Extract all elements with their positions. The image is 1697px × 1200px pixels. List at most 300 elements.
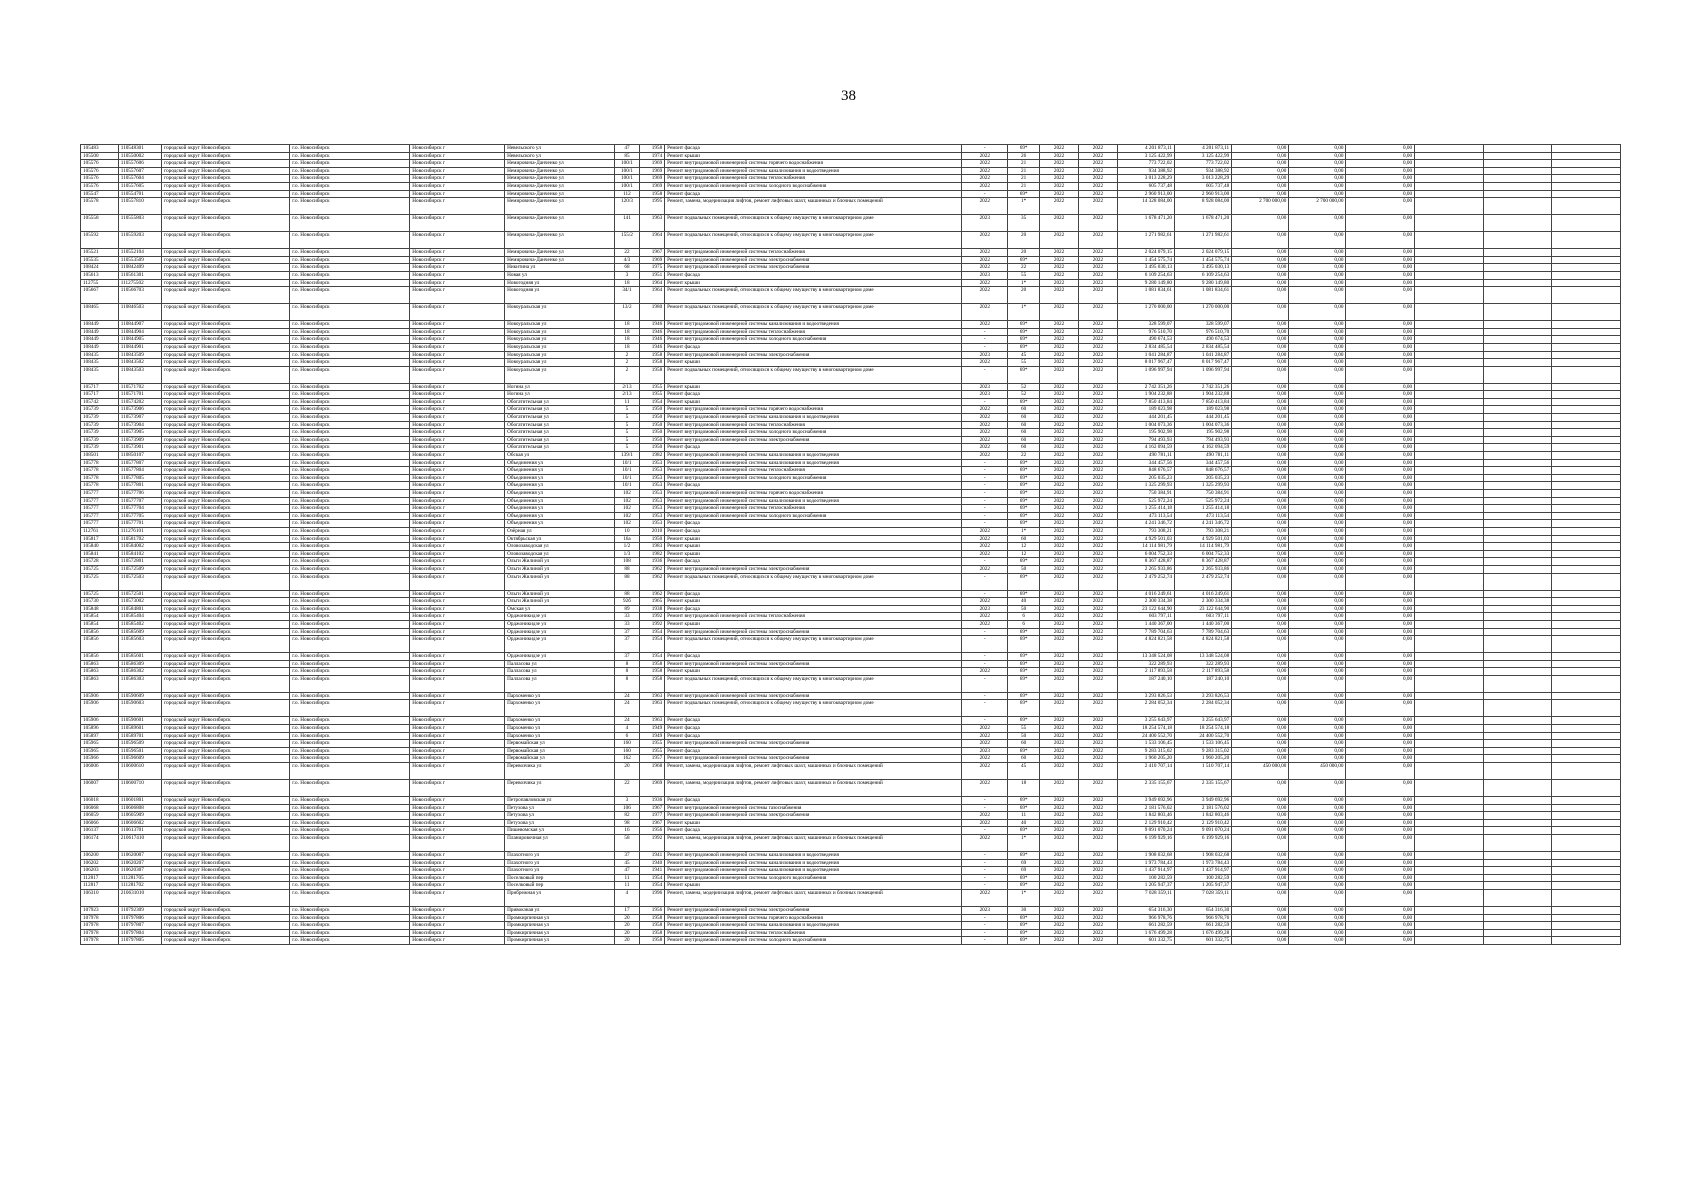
cell-year: 1954 bbox=[640, 636, 665, 653]
cell-house: 11 bbox=[614, 874, 639, 882]
cell-c3: 0,00 bbox=[1346, 351, 1415, 359]
cell-id: 105778 bbox=[81, 482, 119, 490]
cell-okrug: городской округ Новосибирск bbox=[162, 398, 290, 406]
cell-city: Новосибирск г bbox=[410, 882, 505, 890]
cell-c1: 0,00 bbox=[1232, 573, 1289, 590]
cell-year: 1950 bbox=[640, 421, 665, 429]
cell-city: Новосибирск г bbox=[410, 505, 505, 513]
cell-empty bbox=[1415, 827, 1484, 835]
cell-house: 24 bbox=[614, 717, 639, 725]
cell-city: Новосибирск г bbox=[410, 852, 505, 860]
cell-work: Ремонт фасада bbox=[665, 558, 962, 566]
cell-wear: 69* bbox=[1008, 366, 1040, 383]
cell-go: г.о. Новосибирск bbox=[290, 613, 410, 621]
cell-plan-year: - bbox=[962, 366, 1008, 383]
cell-id: 105854 bbox=[81, 613, 119, 621]
cell-year-a: 2022 bbox=[1040, 747, 1079, 755]
cell-house: 20 bbox=[614, 929, 639, 937]
cell-street: Объединения ул bbox=[505, 505, 615, 513]
cell-c1: 0,00 bbox=[1232, 383, 1289, 391]
cell-c2: 0,00 bbox=[1289, 859, 1346, 867]
cell-c3: 0,00 bbox=[1346, 565, 1415, 573]
cell-year-b: 2022 bbox=[1078, 398, 1117, 406]
table-row bbox=[81, 812, 1621, 820]
cell-c1: 0,00 bbox=[1232, 497, 1289, 505]
cell-year-a: 2022 bbox=[1040, 336, 1079, 344]
cell-empty bbox=[1415, 198, 1484, 215]
cell-house: 1/3 bbox=[614, 550, 639, 558]
cell-street: Обогатительная ул bbox=[505, 444, 615, 452]
cell-code: 110844905 bbox=[118, 336, 161, 344]
cell-empty bbox=[1415, 512, 1484, 520]
cell-year-a: 2022 bbox=[1040, 535, 1079, 543]
cell-okrug: городской округ Новосибирск bbox=[162, 175, 290, 183]
cell-go: г.о. Новосибирск bbox=[290, 859, 410, 867]
cell-work: Ремонт внутридомовой инженерной системы канализования и водоотведения bbox=[665, 414, 962, 422]
cell-street: Невельского ул bbox=[505, 152, 615, 160]
cell-code: 110792309 bbox=[118, 906, 161, 914]
cell-empty bbox=[1552, 351, 1621, 359]
cell-sum: 344 457,56 bbox=[1117, 459, 1174, 467]
cell-empty bbox=[1483, 740, 1552, 748]
table-row bbox=[81, 668, 1621, 676]
cell-c3: 0,00 bbox=[1346, 636, 1415, 653]
cell-empty bbox=[1415, 490, 1484, 498]
cell-sum2: 4 016 249,61 bbox=[1175, 590, 1232, 598]
table-row bbox=[81, 527, 1621, 535]
cell-c2: 0,00 bbox=[1289, 613, 1346, 621]
cell-street: Обская ул bbox=[505, 452, 615, 460]
cell-year: 1969 bbox=[640, 160, 665, 168]
cell-house: 88 bbox=[614, 590, 639, 598]
cell-okrug: городской округ Новосибирск bbox=[162, 636, 290, 653]
cell-wear: 60 bbox=[1008, 444, 1040, 452]
cell-sum2: 2 284 052,34 bbox=[1175, 700, 1232, 717]
cell-sum2: 7 028 359,11 bbox=[1175, 889, 1232, 906]
cell-wear: 69* bbox=[1008, 482, 1040, 490]
cell-c3: 0,00 bbox=[1346, 490, 1415, 498]
cell-okrug: городской округ Новосибирск bbox=[162, 740, 290, 748]
cell-house: 6 bbox=[614, 732, 639, 740]
cell-street: Новоуральская ул bbox=[505, 304, 615, 321]
cell-year: 1977 bbox=[640, 812, 665, 820]
cell-sum: 4 016 249,61 bbox=[1117, 590, 1174, 598]
cell-year-a: 2022 bbox=[1040, 366, 1079, 383]
cell-empty bbox=[1552, 565, 1621, 573]
cell-plan-year: 2022 bbox=[962, 249, 1008, 257]
cell-empty bbox=[1552, 182, 1621, 190]
cell-house: 8 bbox=[614, 660, 639, 668]
table-row bbox=[81, 520, 1621, 528]
cell-empty bbox=[1483, 215, 1552, 232]
cell-city: Новосибирск г bbox=[410, 351, 505, 359]
cell-year: 1955 bbox=[640, 747, 665, 755]
cell-sum: 3 013 228,29 bbox=[1117, 175, 1174, 183]
cell-id: 105906 bbox=[81, 700, 119, 717]
cell-sum2: 189 023,98 bbox=[1175, 406, 1232, 414]
cell-city: Новосибирск г bbox=[410, 232, 505, 249]
cell-empty bbox=[1483, 867, 1552, 875]
cell-id: 105778 bbox=[81, 474, 119, 482]
cell-id: 108501 bbox=[81, 452, 119, 460]
cell-year: 1938 bbox=[640, 605, 665, 613]
cell-code: 110585404 bbox=[118, 613, 161, 621]
cell-year-b: 2022 bbox=[1078, 653, 1117, 661]
cell-empty bbox=[1415, 190, 1484, 198]
cell-c2: 0,00 bbox=[1289, 145, 1346, 153]
cell-street: Плахотного ул bbox=[505, 859, 615, 867]
cell-year-a: 2022 bbox=[1040, 429, 1079, 437]
cell-year-b: 2022 bbox=[1078, 827, 1117, 835]
cell-code: 110586303 bbox=[118, 675, 161, 692]
cell-year-b: 2022 bbox=[1078, 598, 1117, 606]
cell-street: Пишевомская ул bbox=[505, 827, 615, 835]
cell-sum2: 1 437 914,97 bbox=[1175, 867, 1232, 875]
cell-id: 105897 bbox=[81, 732, 119, 740]
cell-year: 1965 bbox=[640, 598, 665, 606]
cell-id: 107978 bbox=[81, 922, 119, 930]
cell-work: Ремонт крыши bbox=[665, 620, 962, 628]
cell-city: Новосибирск г bbox=[410, 175, 505, 183]
cell-plan-year: 2022 bbox=[962, 279, 1008, 287]
cell-house: 102 bbox=[614, 490, 639, 498]
cell-city: Новосибирск г bbox=[410, 145, 505, 153]
cell-sum: 4 824 821,58 bbox=[1117, 636, 1174, 653]
cell-year-b: 2022 bbox=[1078, 336, 1117, 344]
cell-sum2: 24 400 552,70 bbox=[1175, 732, 1232, 740]
cell-year: 1954 bbox=[640, 653, 665, 661]
cell-c2: 0,00 bbox=[1289, 874, 1346, 882]
cell-street: Пархоменко ул bbox=[505, 700, 615, 717]
cell-empty bbox=[1415, 271, 1484, 279]
cell-c3: 0,00 bbox=[1346, 383, 1415, 391]
cell-go: г.о. Новосибирск bbox=[290, 215, 410, 232]
table-row bbox=[81, 613, 1621, 621]
cell-code: 110577707 bbox=[118, 497, 161, 505]
cell-go: г.о. Новосибирск bbox=[290, 543, 410, 551]
cell-sum2: 344 457,56 bbox=[1175, 459, 1232, 467]
table-row bbox=[81, 452, 1621, 460]
cell-sum: 490 674,53 bbox=[1117, 336, 1174, 344]
cell-year-b: 2022 bbox=[1078, 535, 1117, 543]
cell-sum2: 8 017 967,47 bbox=[1175, 359, 1232, 367]
cell-street: Пархоменко ул bbox=[505, 725, 615, 733]
cell-house: 4 bbox=[614, 725, 639, 733]
cell-street: Ольги Жилиной ул bbox=[505, 598, 615, 606]
cell-empty bbox=[1483, 605, 1552, 613]
cell-sum: 4 201 873,11 bbox=[1117, 145, 1174, 153]
cell-year: 1962 bbox=[640, 565, 665, 573]
cell-city: Новосибирск г bbox=[410, 668, 505, 676]
cell-year-b: 2022 bbox=[1078, 190, 1117, 198]
table-row bbox=[81, 535, 1621, 543]
cell-street: Новоуральская ул bbox=[505, 359, 615, 367]
cell-c1: 0,00 bbox=[1232, 889, 1289, 906]
cell-work: Ремонт фасада bbox=[665, 717, 962, 725]
cell-okrug: городской округ Новосибирск bbox=[162, 692, 290, 700]
cell-sum2: 6 199 929,16 bbox=[1175, 835, 1232, 852]
cell-wear: 69* bbox=[1008, 336, 1040, 344]
cell-city: Новосибирск г bbox=[410, 190, 505, 198]
cell-wear: 21 bbox=[1008, 160, 1040, 168]
cell-empty bbox=[1483, 780, 1552, 797]
cell-year-b: 2022 bbox=[1078, 215, 1117, 232]
cell-empty bbox=[1415, 467, 1484, 475]
cell-c3: 0,00 bbox=[1346, 550, 1415, 558]
cell-sum2: 1 904 232,88 bbox=[1175, 391, 1232, 399]
cell-plan-year: 2022 bbox=[962, 287, 1008, 304]
cell-wear: 50 bbox=[1008, 732, 1040, 740]
cell-code: 110577807 bbox=[118, 459, 161, 467]
cell-c2: 0,00 bbox=[1289, 406, 1346, 414]
table-row bbox=[81, 215, 1621, 232]
cell-plan-year: 2022 bbox=[962, 732, 1008, 740]
cell-go: г.о. Новосибирск bbox=[290, 668, 410, 676]
cell-c1: 0,00 bbox=[1232, 922, 1289, 930]
cell-okrug: городской округ Новосибирск bbox=[162, 613, 290, 621]
cell-empty bbox=[1483, 717, 1552, 725]
cell-wear: 60 bbox=[1008, 740, 1040, 748]
cell-c2: 0,00 bbox=[1289, 717, 1346, 725]
cell-id: 106059 bbox=[81, 812, 119, 820]
cell-wear: 69* bbox=[1008, 467, 1040, 475]
cell-house: 22 bbox=[614, 249, 639, 257]
cell-year: 1953 bbox=[640, 512, 665, 520]
cell-year-b: 2022 bbox=[1078, 414, 1117, 422]
cell-c2: 0,00 bbox=[1289, 747, 1346, 755]
cell-id: 105576 bbox=[81, 167, 119, 175]
cell-work: Ремонт внутридомовой инженерной системы теплоснабжения bbox=[665, 505, 962, 513]
cell-c3: 0,00 bbox=[1346, 287, 1415, 304]
cell-year-a: 2022 bbox=[1040, 421, 1079, 429]
cell-code: 110586302 bbox=[118, 668, 161, 676]
cell-empty bbox=[1483, 852, 1552, 860]
cell-sum: 1 271 982,61 bbox=[1117, 232, 1174, 249]
cell-okrug: городской округ Новосибирск bbox=[162, 190, 290, 198]
cell-sum2: 525 972,24 bbox=[1175, 497, 1232, 505]
cell-c3: 0,00 bbox=[1346, 321, 1415, 329]
table-row bbox=[81, 929, 1621, 937]
cell-year-b: 2022 bbox=[1078, 717, 1117, 725]
cell-c2: 0,00 bbox=[1289, 287, 1346, 304]
cell-street: Новоуральская ул bbox=[505, 351, 615, 359]
cell-okrug: городской округ Новосибирск bbox=[162, 929, 290, 937]
cell-empty bbox=[1483, 874, 1552, 882]
cell-work: Ремонт фасада bbox=[665, 653, 962, 661]
cell-empty bbox=[1552, 190, 1621, 198]
cell-work: Ремонт внутридомовой инженерной системы электроснабжения bbox=[665, 264, 962, 272]
cell-year-a: 2022 bbox=[1040, 436, 1079, 444]
cell-street: Промкирпичная ул bbox=[505, 914, 615, 922]
cell-code: 110577801 bbox=[118, 482, 161, 490]
cell-go: г.о. Новосибирск bbox=[290, 922, 410, 930]
cell-year: 1953 bbox=[640, 520, 665, 528]
cell-okrug: городской округ Новосибирск bbox=[162, 717, 290, 725]
cell-house: 10/1 bbox=[614, 459, 639, 467]
cell-c3: 0,00 bbox=[1346, 598, 1415, 606]
cell-city: Новосибирск г bbox=[410, 436, 505, 444]
cell-c1: 0,00 bbox=[1232, 343, 1289, 351]
cell-year: 1975 bbox=[640, 264, 665, 272]
cell-empty bbox=[1552, 512, 1621, 520]
cell-empty bbox=[1483, 929, 1552, 937]
cell-plan-year: 2022 bbox=[962, 359, 1008, 367]
cell-year-a: 2022 bbox=[1040, 636, 1079, 653]
cell-c2: 0,00 bbox=[1289, 852, 1346, 860]
cell-work: Ремонт, замена, модернизация лифтов, ремонт лифтовых шахт, машинных и блочных помещений bbox=[665, 780, 962, 797]
table-row bbox=[81, 398, 1621, 406]
cell-c3: 0,00 bbox=[1346, 628, 1415, 636]
cell-empty bbox=[1415, 812, 1484, 820]
cell-work: Ремонт внутридомовой инженерной системы канализования и водоотведения bbox=[665, 852, 962, 860]
cell-c1: 0,00 bbox=[1232, 452, 1289, 460]
cell-c3: 0,00 bbox=[1346, 835, 1415, 852]
table-row bbox=[81, 182, 1621, 190]
cell-c2: 0,00 bbox=[1289, 505, 1346, 513]
cell-wear: 21 bbox=[1008, 167, 1040, 175]
cell-empty bbox=[1415, 256, 1484, 264]
cell-year-b: 2022 bbox=[1078, 613, 1117, 621]
cell-c2: 0,00 bbox=[1289, 867, 1346, 875]
table-row bbox=[81, 565, 1621, 573]
cell-sum2: 1 271 982,61 bbox=[1175, 232, 1232, 249]
cell-sum: 976 510,70 bbox=[1117, 328, 1174, 336]
cell-sum: 14 328 084,00 bbox=[1117, 198, 1174, 215]
table-row bbox=[81, 740, 1621, 748]
cell-work: Ремонт крыши bbox=[665, 398, 962, 406]
cell-code: 110620307 bbox=[118, 867, 161, 875]
cell-sum2: 3 495 030,13 bbox=[1175, 264, 1232, 272]
cell-year: 1974 bbox=[640, 152, 665, 160]
cell-year-b: 2022 bbox=[1078, 867, 1117, 875]
cell-city: Новосибирск г bbox=[410, 827, 505, 835]
cell-sum2: 1 908 032,68 bbox=[1175, 852, 1232, 860]
cell-city: Новосибирск г bbox=[410, 474, 505, 482]
cell-go: г.о. Новосибирск bbox=[290, 366, 410, 383]
cell-empty bbox=[1483, 692, 1552, 700]
cell-empty bbox=[1483, 859, 1552, 867]
cell-empty bbox=[1483, 550, 1552, 558]
cell-street: Октябрьская ул bbox=[505, 535, 615, 543]
cell-c1: 0,00 bbox=[1232, 812, 1289, 820]
cell-empty bbox=[1415, 763, 1484, 780]
cell-c1: 0,00 bbox=[1232, 160, 1289, 168]
cell-c3: 0,00 bbox=[1346, 852, 1415, 860]
cell-work: Ремонт внутридомовой инженерной системы электроснабжения bbox=[665, 740, 962, 748]
cell-empty bbox=[1552, 732, 1621, 740]
cell-empty bbox=[1483, 573, 1552, 590]
cell-street: Палласова ул bbox=[505, 668, 615, 676]
cell-empty bbox=[1483, 763, 1552, 780]
cell-c1: 0,00 bbox=[1232, 490, 1289, 498]
cell-house: 89 bbox=[614, 605, 639, 613]
cell-year-b: 2022 bbox=[1078, 182, 1117, 190]
cell-empty bbox=[1415, 182, 1484, 190]
cell-okrug: городской округ Новосибирск bbox=[162, 497, 290, 505]
cell-city: Новосибирск г bbox=[410, 755, 505, 763]
cell-c2: 0,00 bbox=[1289, 321, 1346, 329]
cell-c3: 0,00 bbox=[1346, 573, 1415, 590]
cell-c1: 0,00 bbox=[1232, 535, 1289, 543]
cell-c3: 0,00 bbox=[1346, 819, 1415, 827]
cell-code: 110585609 bbox=[118, 628, 161, 636]
cell-year-b: 2022 bbox=[1078, 550, 1117, 558]
cell-year-a: 2022 bbox=[1040, 780, 1079, 797]
cell-go: г.о. Новосибирск bbox=[290, 653, 410, 661]
cell-empty bbox=[1483, 482, 1552, 490]
cell-plan-year: 2023 bbox=[962, 351, 1008, 359]
cell-empty bbox=[1483, 359, 1552, 367]
cell-city: Новосибирск г bbox=[410, 700, 505, 717]
cell-code: 110797805 bbox=[118, 937, 161, 945]
cell-wear: 69* bbox=[1008, 874, 1040, 882]
cell-house: 120/3 bbox=[614, 198, 639, 215]
cell-empty bbox=[1483, 497, 1552, 505]
cell-empty bbox=[1415, 882, 1484, 890]
cell-house: 37 bbox=[614, 636, 639, 653]
cell-year: 1958 bbox=[640, 190, 665, 198]
table-row bbox=[81, 628, 1621, 636]
cell-c3: 0,00 bbox=[1346, 215, 1415, 232]
cell-year: 1969 bbox=[640, 256, 665, 264]
cell-city: Новосибирск г bbox=[410, 628, 505, 636]
cell-work: Ремонт внутридомовой инженерной системы электроснабжения bbox=[665, 812, 962, 820]
cell-street: Обогатительная ул bbox=[505, 398, 615, 406]
cell-c1: 0,00 bbox=[1232, 613, 1289, 621]
cell-sum: 18 254 574,18 bbox=[1117, 725, 1174, 733]
cell-c1: 0,00 bbox=[1232, 444, 1289, 452]
cell-work: Ремонт, замена, модернизация лифтов, ремонт лифтовых шахт, машинных и блочных помещений bbox=[665, 889, 962, 906]
cell-empty bbox=[1483, 343, 1552, 351]
cell-sum2: 661 282,59 bbox=[1175, 922, 1232, 930]
table-row bbox=[81, 167, 1621, 175]
cell-year-b: 2022 bbox=[1078, 527, 1117, 535]
cell-okrug: городской округ Новосибирск bbox=[162, 660, 290, 668]
cell-c1: 0,00 bbox=[1232, 725, 1289, 733]
table-row bbox=[81, 287, 1621, 304]
cell-code: 110577705 bbox=[118, 512, 161, 520]
cell-year-b: 2022 bbox=[1078, 628, 1117, 636]
cell-empty bbox=[1415, 565, 1484, 573]
cell-year-a: 2022 bbox=[1040, 906, 1079, 914]
cell-sum: 444 201,45 bbox=[1117, 414, 1174, 422]
cell-sum: 1 270 000,00 bbox=[1117, 304, 1174, 321]
cell-c3: 0,00 bbox=[1346, 797, 1415, 805]
cell-year: 1950 bbox=[640, 414, 665, 422]
cell-year-b: 2022 bbox=[1078, 351, 1117, 359]
cell-year: 1996 bbox=[640, 889, 665, 906]
cell-work: Ремонт внутридомовой инженерной системы теплоснабжения bbox=[665, 249, 962, 257]
cell-c2: 0,00 bbox=[1289, 512, 1346, 520]
cell-street: Объединения ул bbox=[505, 520, 615, 528]
cell-city: Новосибирск г bbox=[410, 937, 505, 945]
cell-c3: 0,00 bbox=[1346, 543, 1415, 551]
cell-city: Новосибирск г bbox=[410, 914, 505, 922]
cell-c3: 0,00 bbox=[1346, 198, 1415, 215]
cell-id: 105725 bbox=[81, 573, 119, 590]
cell-empty bbox=[1415, 391, 1484, 399]
cell-c1: 0,00 bbox=[1232, 747, 1289, 755]
cell-year-a: 2022 bbox=[1040, 406, 1079, 414]
cell-c3: 0,00 bbox=[1346, 512, 1415, 520]
cell-city: Новосибирск г bbox=[410, 343, 505, 351]
cell-sum2: 1 081 834,61 bbox=[1175, 287, 1232, 304]
cell-id: 105817 bbox=[81, 535, 119, 543]
cell-year-b: 2022 bbox=[1078, 763, 1117, 780]
cell-code: 110571702 bbox=[118, 383, 161, 391]
cell-year-a: 2022 bbox=[1040, 304, 1079, 321]
cell-plan-year: 2022 bbox=[962, 304, 1008, 321]
